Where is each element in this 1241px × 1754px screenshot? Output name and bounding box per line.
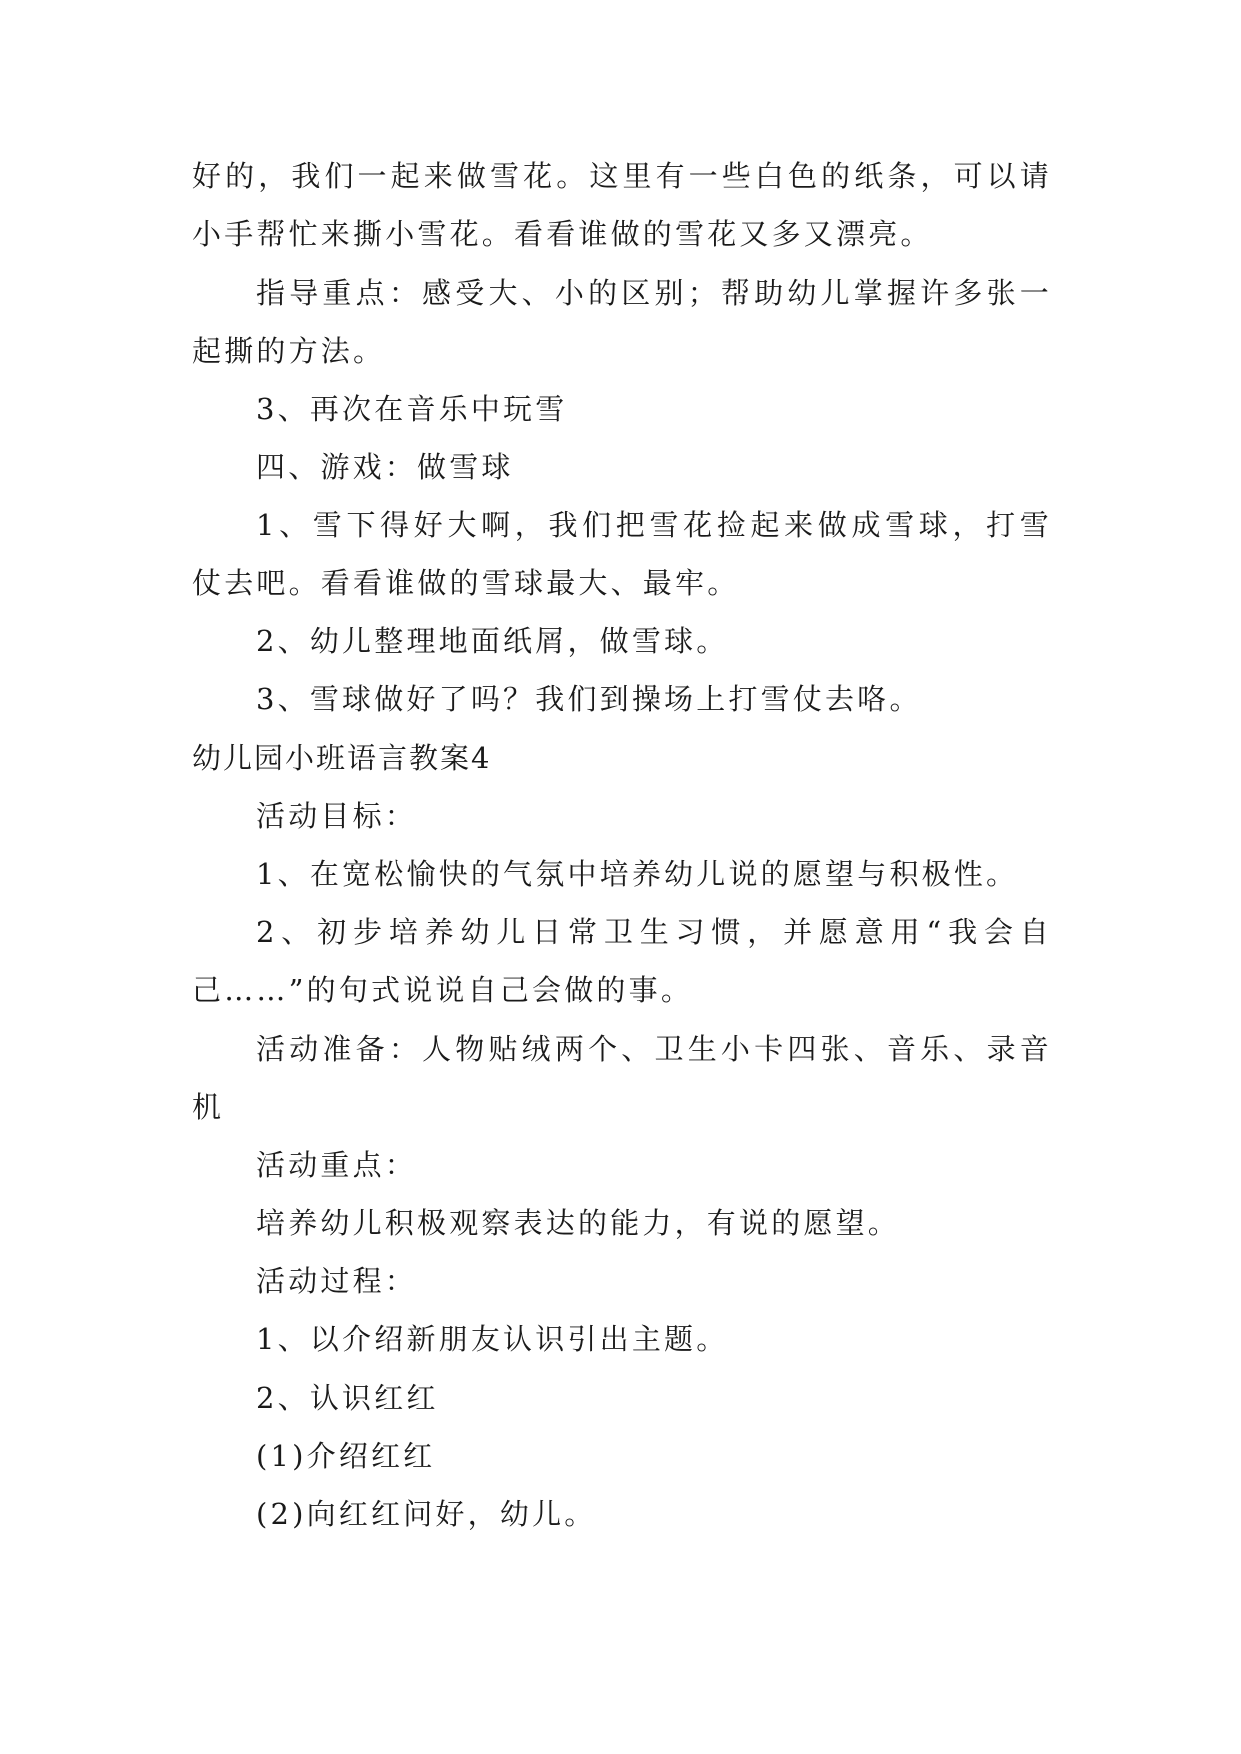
paragraph-line: 活动准备：人物贴绒两个、卫生小卡四张、音乐、录音 — [256, 1032, 1052, 1066]
section-heading: 四、游戏：做雪球 — [256, 450, 514, 484]
paragraph-line: 培养幼儿积极观察表达的能力，有说的愿望。 — [256, 1206, 901, 1240]
list-item: 1、雪下得好大啊，我们把雪花捡起来做成雪球，打雪 — [256, 508, 1052, 542]
list-item: 1、在宽松愉快的气氛中培养幼儿说的愿望与积极性。 — [256, 857, 1019, 891]
section-label: 活动重点： — [256, 1148, 418, 1182]
section-label: 活动过程： — [256, 1264, 418, 1298]
list-item: 2、认识红红 — [256, 1381, 439, 1415]
paragraph-line: 起撕的方法。 — [192, 334, 386, 368]
list-item: 2、幼儿整理地面纸屑，做雪球。 — [256, 624, 729, 658]
paragraph-line: 指导重点：感受大、小的区别；帮助幼儿掌握许多张一 — [256, 276, 1052, 310]
paragraph-line: 仗去吧。看看谁做的雪球最大、最牢。 — [192, 566, 740, 600]
list-item: 1、以介绍新朋友认识引出主题。 — [256, 1322, 729, 1356]
document-heading: 幼儿园小班语言教案4 — [192, 741, 492, 775]
list-item: 3、雪球做好了吗？我们到操场上打雪仗去咯。 — [256, 682, 922, 716]
list-item: (1)介绍红红 — [256, 1439, 436, 1473]
list-item: (2)向红红问好，幼儿。 — [256, 1497, 597, 1531]
paragraph-line: 己……”的句式说说自己会做的事。 — [192, 973, 694, 1007]
paragraph-line: 小手帮忙来撕小雪花。看看谁做的雪花又多又漂亮。 — [192, 217, 933, 251]
paragraph-line: 好的，我们一起来做雪花。这里有一些白色的纸条，可以请 — [192, 159, 1052, 193]
list-item: 2、初步培养幼儿日常卫生习惯，并愿意用“我会自 — [256, 915, 1052, 949]
list-item: 3、再次在音乐中玩雪 — [256, 392, 568, 426]
section-label: 活动目标： — [256, 799, 418, 833]
paragraph-line: 机 — [192, 1090, 225, 1124]
